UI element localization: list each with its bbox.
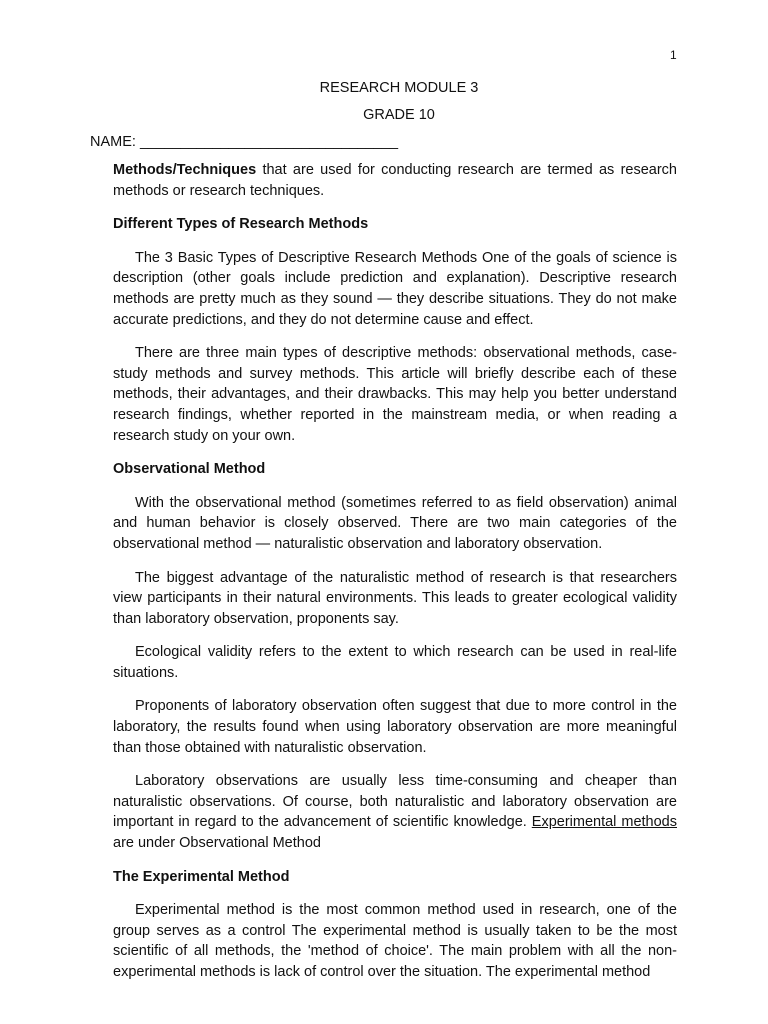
heading-experimental-method: The Experimental Method [113,868,290,885]
paragraph-types-1: The 3 Basic Types of Descriptive Research Methods One of the goals of science is description (other goals include prediction and explanation). Descriptive research methods are pretty much as they sound — they describe situations. They do not make accurate predictions, and they do not determine cause and effect. [113,249,677,328]
document-body [113,160,677,996]
paragraph-observational-1: With the observational method (sometimes referred to as field observation) animal and human behavior is closely observed. There are two main categories of the observational method — naturalistic observation and laboratory observation. [113,494,677,552]
paragraph-observational-5-text: Laboratory observations are usually less time-consuming and cheaper than naturalistic observations. Of course, both naturalistic and laboratory observation are important in regard to the advancement of scientific knowledge. [113,773,677,831]
heading-observational-method: Observational Method [113,461,266,478]
grade-label: GRADE 10 [363,107,435,123]
intro-text: that are used for conducting research are termed as research methods or research techniques. [113,162,677,199]
intro-bold-term: Methods/Techniques [113,162,257,178]
paragraph-observational-2: The biggest advantage of the naturalistic method of research is that researchers view participants in their natural environments. This leads to greater ecological validity than laboratory observation, proponents say. [113,569,677,627]
paragraph-observational-5-tail: are under Observational Method [113,835,321,852]
intro-paragraph [113,160,677,201]
paragraph-observational-5 [113,771,677,853]
page-title: RESEARCH MODULE 3 [319,80,479,96]
paragraph-types-2: There are three main types of descriptive methods: observational methods, case-study methods and survey methods. This article will briefly describe each of these methods, their advantages, and their drawbacks. This may help you better understand research findings, whether reported in the mainstream media, or when reading a research study on your own. [113,345,677,444]
paragraph-experimental-1: Experimental method is the most common method used in research, one of the group serves as a control The experimental method is usually taken to be the most scientific of all methods, the 'method of choice'. The main problem with all the non-experimental methods is lack of control over the situation. The experimental method [113,902,677,980]
paragraph-observational-3: Ecological validity refers to the extent to which research can be used in real-life situations. [113,644,677,681]
page-number: 1 [670,48,677,62]
name-field-line: NAME: ________________________________ [90,134,399,150]
experimental-methods-link[interactable]: Experimental methods [531,814,677,831]
paragraph-observational-4: Proponents of laboratory observation often suggest that due to more control in the laboratory, the results found when using laboratory observation are more meaningful than those obtained with naturalistic observation. [113,698,677,756]
heading-research-types: Different Types of Research Methods [113,216,369,233]
